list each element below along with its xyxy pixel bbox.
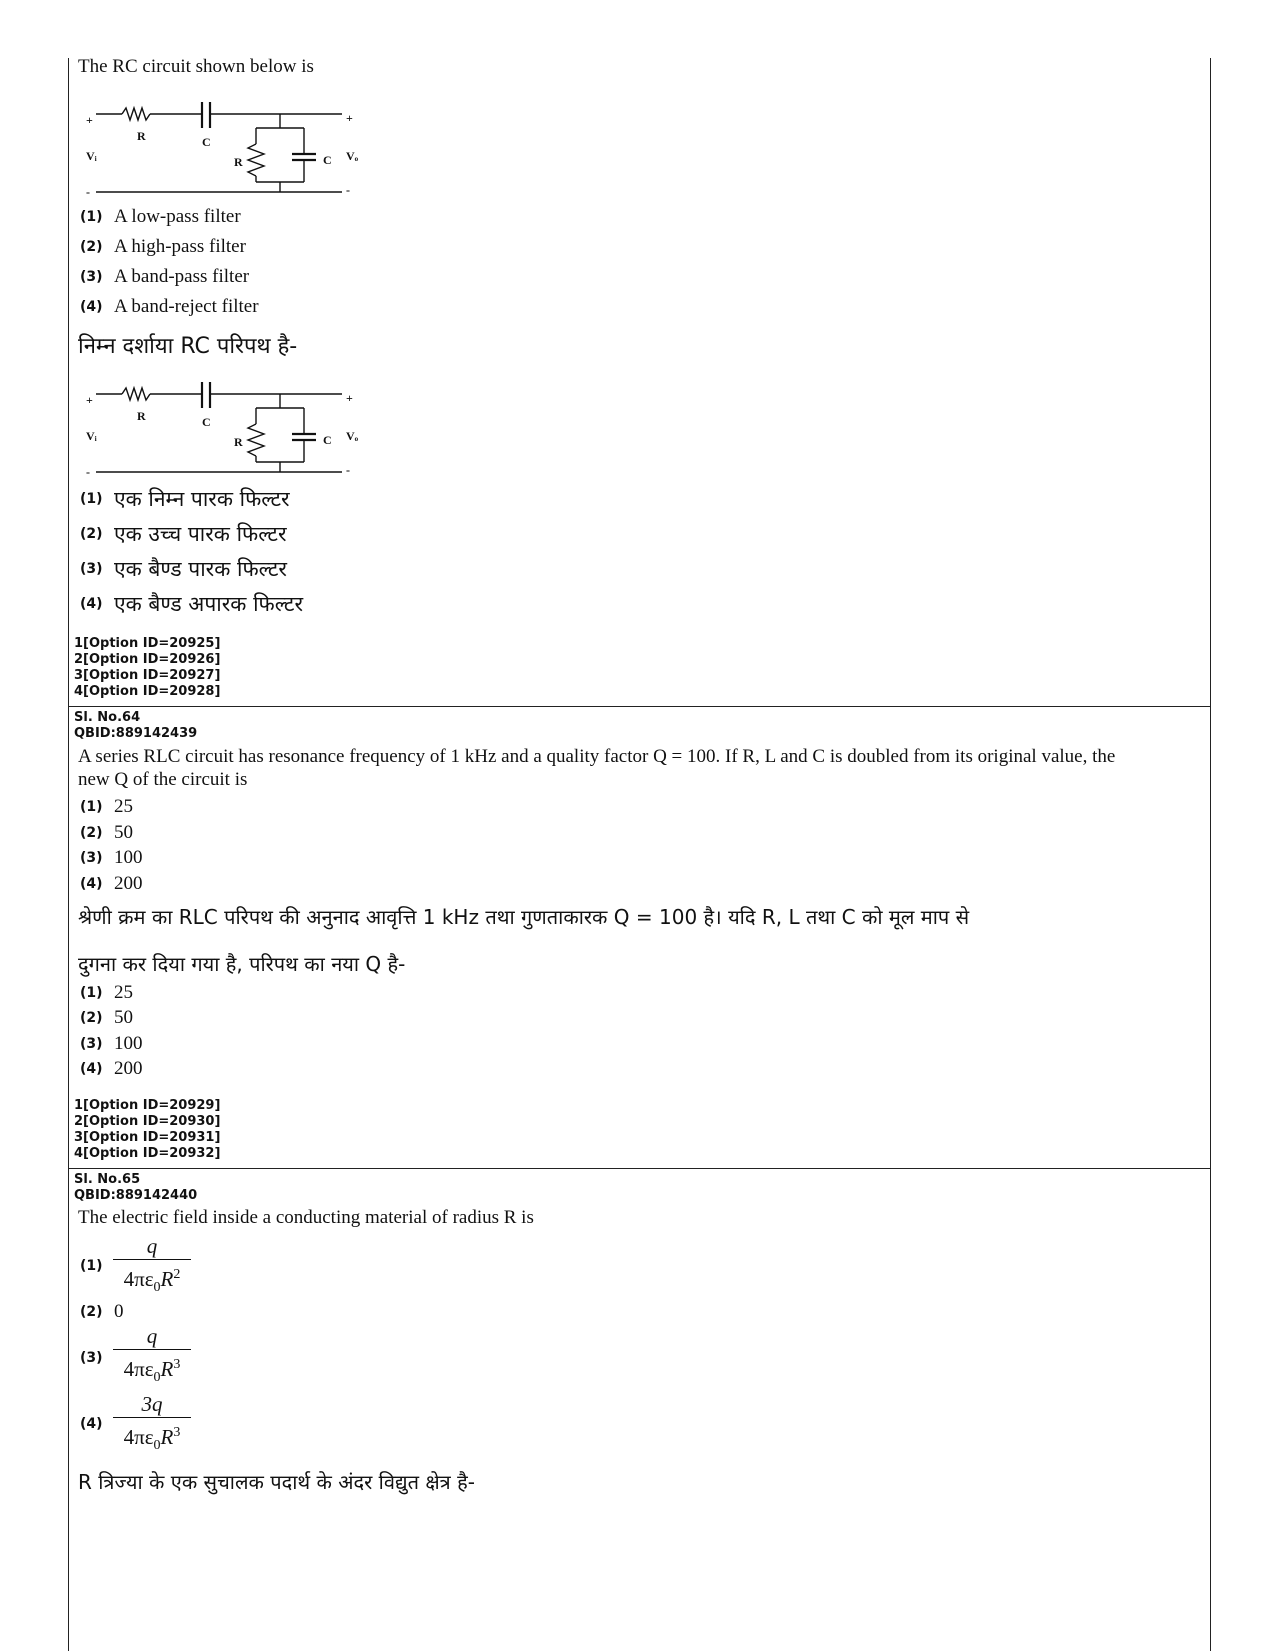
q65-option-1-number: (1) (80, 1258, 103, 1274)
q63-option-4: (4) A band-reject filter (80, 296, 259, 317)
q63-label-vout: Vₒ (346, 149, 359, 163)
divider (68, 1168, 1211, 1169)
q63-minus-out: - (346, 183, 350, 196)
q65-option-4-fraction: 3q $4\pi\varepsilon_0R^3$ (112, 1391, 192, 1461)
q64-option-2: (2) 50 (80, 822, 133, 843)
q63h-minus-in: - (86, 465, 90, 476)
q64-hindi-line1: श्रेणी क्रम का RLC परिपथ की अनुनाद आवृत्ति 1 kHz तथा गुणताकारक Q = 100 है। यदि R, L तथा C को मूल माप से (78, 905, 970, 929)
q63-option-ids: 1[Option ID=20925] 2[Option ID=20926] 3[Option ID=20927] 4[Option ID=20928] (74, 636, 221, 699)
divider (68, 706, 1211, 707)
q65-option-1-fraction: q $4\pi\varepsilon_0R^2$ (112, 1233, 192, 1303)
q64-option-3: (3) 100 (80, 847, 143, 868)
q63-circuit-diagram-en (80, 96, 370, 196)
q63-label-r-shunt: R (234, 155, 243, 169)
q65-hindi-stem: R त्रिज्या के एक सुचालक पदार्थ के अंदर विद्युत क्षेत्र है- (78, 1470, 475, 1494)
q63h-label-c-series: C (202, 415, 211, 429)
q65-option-3-fraction: q $4\pi\varepsilon_0R^3$ (112, 1323, 192, 1393)
q63h-minus-out: - (346, 463, 350, 476)
q63h-plus-in: + (86, 393, 93, 407)
q64-hindi-option-2: (2) 50 (80, 1007, 133, 1028)
q63h-label-r-series: R (137, 409, 146, 423)
q64-hindi-option-4: (4) 200 (80, 1058, 143, 1079)
q65-option-3-number: (3) (80, 1350, 103, 1366)
q63h-label-c-shunt: C (323, 433, 332, 447)
q63-hindi-option-2: (2) एक उच्च पारक फिल्टर (80, 522, 287, 546)
q63-circuit-diagram-hi (80, 376, 370, 476)
q64-stem: A series RLC circuit has resonance frequency of 1 kHz and a quality factor Q = 100. If R, L and C is doubled from its original value, the new Q of the circuit is (78, 746, 1116, 790)
q63h-label-vin: Vᵢ (86, 429, 97, 443)
q63-label-vin: Vᵢ (86, 149, 97, 163)
q63h-label-r-shunt: R (234, 435, 243, 449)
q64-option-ids: 1[Option ID=20929] 2[Option ID=20930] 3[Option ID=20931] 4[Option ID=20932] (74, 1098, 221, 1161)
q63-option-3: (3) A band-pass filter (80, 266, 250, 287)
q63-label-c-shunt: C (323, 153, 332, 167)
q63-hindi-option-4: (4) एक बैण्ड अपारक फिल्टर (80, 592, 304, 616)
q64-sl-no: Sl. No.64 (74, 710, 141, 725)
q64-hindi-option-1: (1) 25 (80, 982, 133, 1003)
q63-hindi-option-3: (3) एक बैण्ड पारक फिल्टर (80, 557, 288, 581)
q63-stem: The RC circuit shown below is (78, 56, 314, 77)
q64-option-1: (1) 25 (80, 796, 133, 817)
q64-hindi-line2: दुगना कर दिया गया है, परिपथ का नया Q है- (78, 952, 406, 976)
q63h-plus-out: + (346, 391, 353, 405)
q63-hindi-stem: निम्न दर्शाया RC परिपथ है- (78, 334, 298, 359)
q64-meta (74, 710, 197, 742)
q65-sl-no: Sl. No.65 (74, 1172, 141, 1187)
q63-label-r-series: R (137, 129, 146, 143)
q63-hindi-option-1: (1) एक निम्न पारक फिल्टर (80, 487, 290, 511)
q65-option-2: (2) 0 (80, 1301, 124, 1322)
q63-minus-in: - (86, 185, 90, 196)
q65-meta (74, 1172, 197, 1204)
q63h-label-vout: Vₒ (346, 429, 359, 443)
q65-stem: The electric field inside a conducting material of radius R is (78, 1207, 534, 1228)
q63-option-2: (2) A high-pass filter (80, 236, 246, 257)
q64-option-4: (4) 200 (80, 873, 143, 894)
q63-label-c-series: C (202, 135, 211, 149)
q64-hindi-option-3: (3) 100 (80, 1033, 143, 1054)
q65-qbid: QBID:889142440 (74, 1188, 198, 1203)
q63-plus-out: + (346, 111, 353, 125)
q63-option-1: (1) A low-pass filter (80, 206, 241, 227)
q64-qbid: QBID:889142439 (74, 726, 198, 741)
q65-option-4-number: (4) (80, 1416, 103, 1432)
q63-plus-in: + (86, 113, 93, 127)
